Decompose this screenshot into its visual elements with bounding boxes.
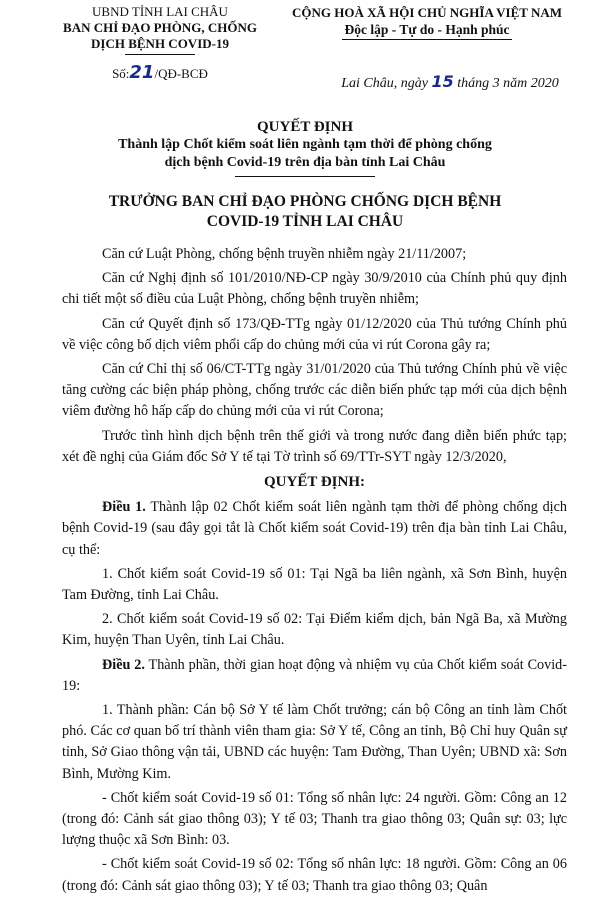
authority-line1: TRƯỞNG BAN CHỈ ĐẠO PHÒNG CHỐNG DỊCH BỆNH xyxy=(108,193,502,210)
article-1-label: Điều 1. xyxy=(102,499,146,516)
article-2-item-1: 1. Thành phần: Cán bộ Sở Y tế làm Chốt trưởng; cán bộ Công an tỉnh làm Chốt phó. Các cơ quan bố trí thành viên tham gia: Sở Y tế, Công an tỉnh, Bộ Chỉ huy Quân sự tỉnh, Sở Giao thông vận tải, UBND các huyện: Tam Đường, Than Uyên; UBND xã: Sơn Bình, Mường Kim. xyxy=(62,702,567,782)
document-body xyxy=(62,244,567,900)
article-2 xyxy=(62,655,567,697)
number-suffix: /QĐ-BCĐ xyxy=(154,66,208,81)
article-1-item-2: 2. Chốt kiểm soát Covid-19 số 02: Tại Điểm kiểm dịch, bản Ngã Ba, xã Mường Kim, huyện Than Uyên, tỉnh Lai Châu. xyxy=(62,611,567,649)
agency-underline xyxy=(125,54,195,55)
document-type: QUYẾT ĐỊNH xyxy=(257,119,353,135)
legal-basis-2: Căn cứ Nghị định số 101/2010/NĐ-CP ngày 30/9/2010 của Chính phủ quy định chi tiết một số điều của Luật Phòng, chống bệnh truyền nhiễm; xyxy=(62,270,567,308)
agency-parent: UBND TỈNH LAI CHÂU xyxy=(92,4,228,19)
article-1 xyxy=(62,497,567,561)
date-prefix: Lai Châu, ngày xyxy=(341,76,428,91)
number-prefix: Số: xyxy=(112,66,130,81)
title-underline xyxy=(235,176,375,177)
article-2-subitem-1: - Chốt kiểm soát Covid-19 số 01: Tổng số nhân lực: 24 người. Gồm: Công an 12 (trong đó: Cảnh sát giao thông 03); Y tế 03; Thanh tra giao thông 03; Quân sự: 03; lực lượng thuộc xã Sơn Bình: 03. xyxy=(62,789,567,849)
decision-heading: QUYẾT ĐỊNH: xyxy=(264,474,365,491)
motto-underline xyxy=(342,39,512,40)
issue-date xyxy=(310,72,590,92)
legal-basis-1: Căn cứ Luật Phòng, chống bệnh truyền nhiễm ngày 21/11/2007; xyxy=(102,246,467,262)
article-1-text: Thành lập 02 Chốt kiểm soát liên ngành tạm thời để phòng chống dịch bệnh Covid-19 (sau đây gọi tắt là Chốt kiểm soát Covid-19) trên địa bàn tỉnh Lai Châu, cụ thể: xyxy=(62,499,568,558)
document-title xyxy=(20,118,590,177)
handwritten-day: 15 xyxy=(431,72,454,91)
legal-basis-4: Căn cứ Chỉ thị số 06/CT-TTg ngày 31/01/2020 của Thủ tướng Chính phủ về việc tăng cường các biện pháp phòng, chống trước các diễn biến phức tạp mới của dịch bệnh viêm đường hô hấp cấp do chủng mới của vi rút Corona; xyxy=(62,361,567,420)
issuing-agency-block xyxy=(60,4,260,82)
legal-basis-5: Trước tình hình dịch bệnh trên thế giới và trong nước đang diễn biến phức tạp; xét đề nghị của Giám đốc Sở Y tế tại Tờ trình số 69/TTr-SYT ngày 12/3/2020, xyxy=(62,427,567,465)
article-2-label: Điều 2. xyxy=(102,656,145,673)
date-suffix: tháng 3 năm 2020 xyxy=(457,76,559,91)
agency-name-line1: BAN CHỈ ĐẠO PHÒNG, CHỐNG xyxy=(63,20,257,35)
national-motto: Độc lập - Tự do - Hạnh phúc xyxy=(344,22,510,37)
article-1-item-1: 1. Chốt kiểm soát Covid-19 số 01: Tại Ngã ba liên ngành, xã Sơn Bình, huyện Tam Đường, tỉnh Lai Châu. xyxy=(62,565,567,604)
issuing-authority xyxy=(20,192,590,232)
document-number xyxy=(60,62,260,83)
handwritten-number: 21 xyxy=(129,62,155,83)
article-2-text: Thành phần, thời gian hoạt động và nhiệm vụ của Chốt kiểm soát Covid-19: xyxy=(62,656,568,694)
authority-line2: COVID-19 TỈNH LAI CHÂU xyxy=(206,213,404,230)
subject-line1: Thành lập Chốt kiểm soát liên ngành tạm thời để phòng chống xyxy=(118,137,492,152)
article-2-subitem-2: - Chốt kiểm soát Covid-19 số 02: Tổng số nhân lực: 18 người. Gồm: Công an 06 (trong đó: Cảnh sát giao thông 03); Y tế 03; Thanh tra giao thông 03; Quân xyxy=(62,856,567,894)
national-heading xyxy=(272,4,582,40)
legal-basis-3: Căn cứ Quyết định số 173/QĐ-TTg ngày 01/12/2020 của Thủ tướng Chính phủ về việc công bố dịch viêm phổi cấp do chủng mới của vi rút Corona gây ra; xyxy=(62,315,567,353)
country-name: CỘNG HOÀ XÃ HỘI CHỦ NGHĨA VIỆT NAM xyxy=(291,5,563,20)
agency-name-line2: DỊCH BỆNH COVID-19 xyxy=(91,36,229,51)
subject-line2: dịch bệnh Covid-19 trên địa bàn tỉnh Lai Châu xyxy=(164,155,446,170)
